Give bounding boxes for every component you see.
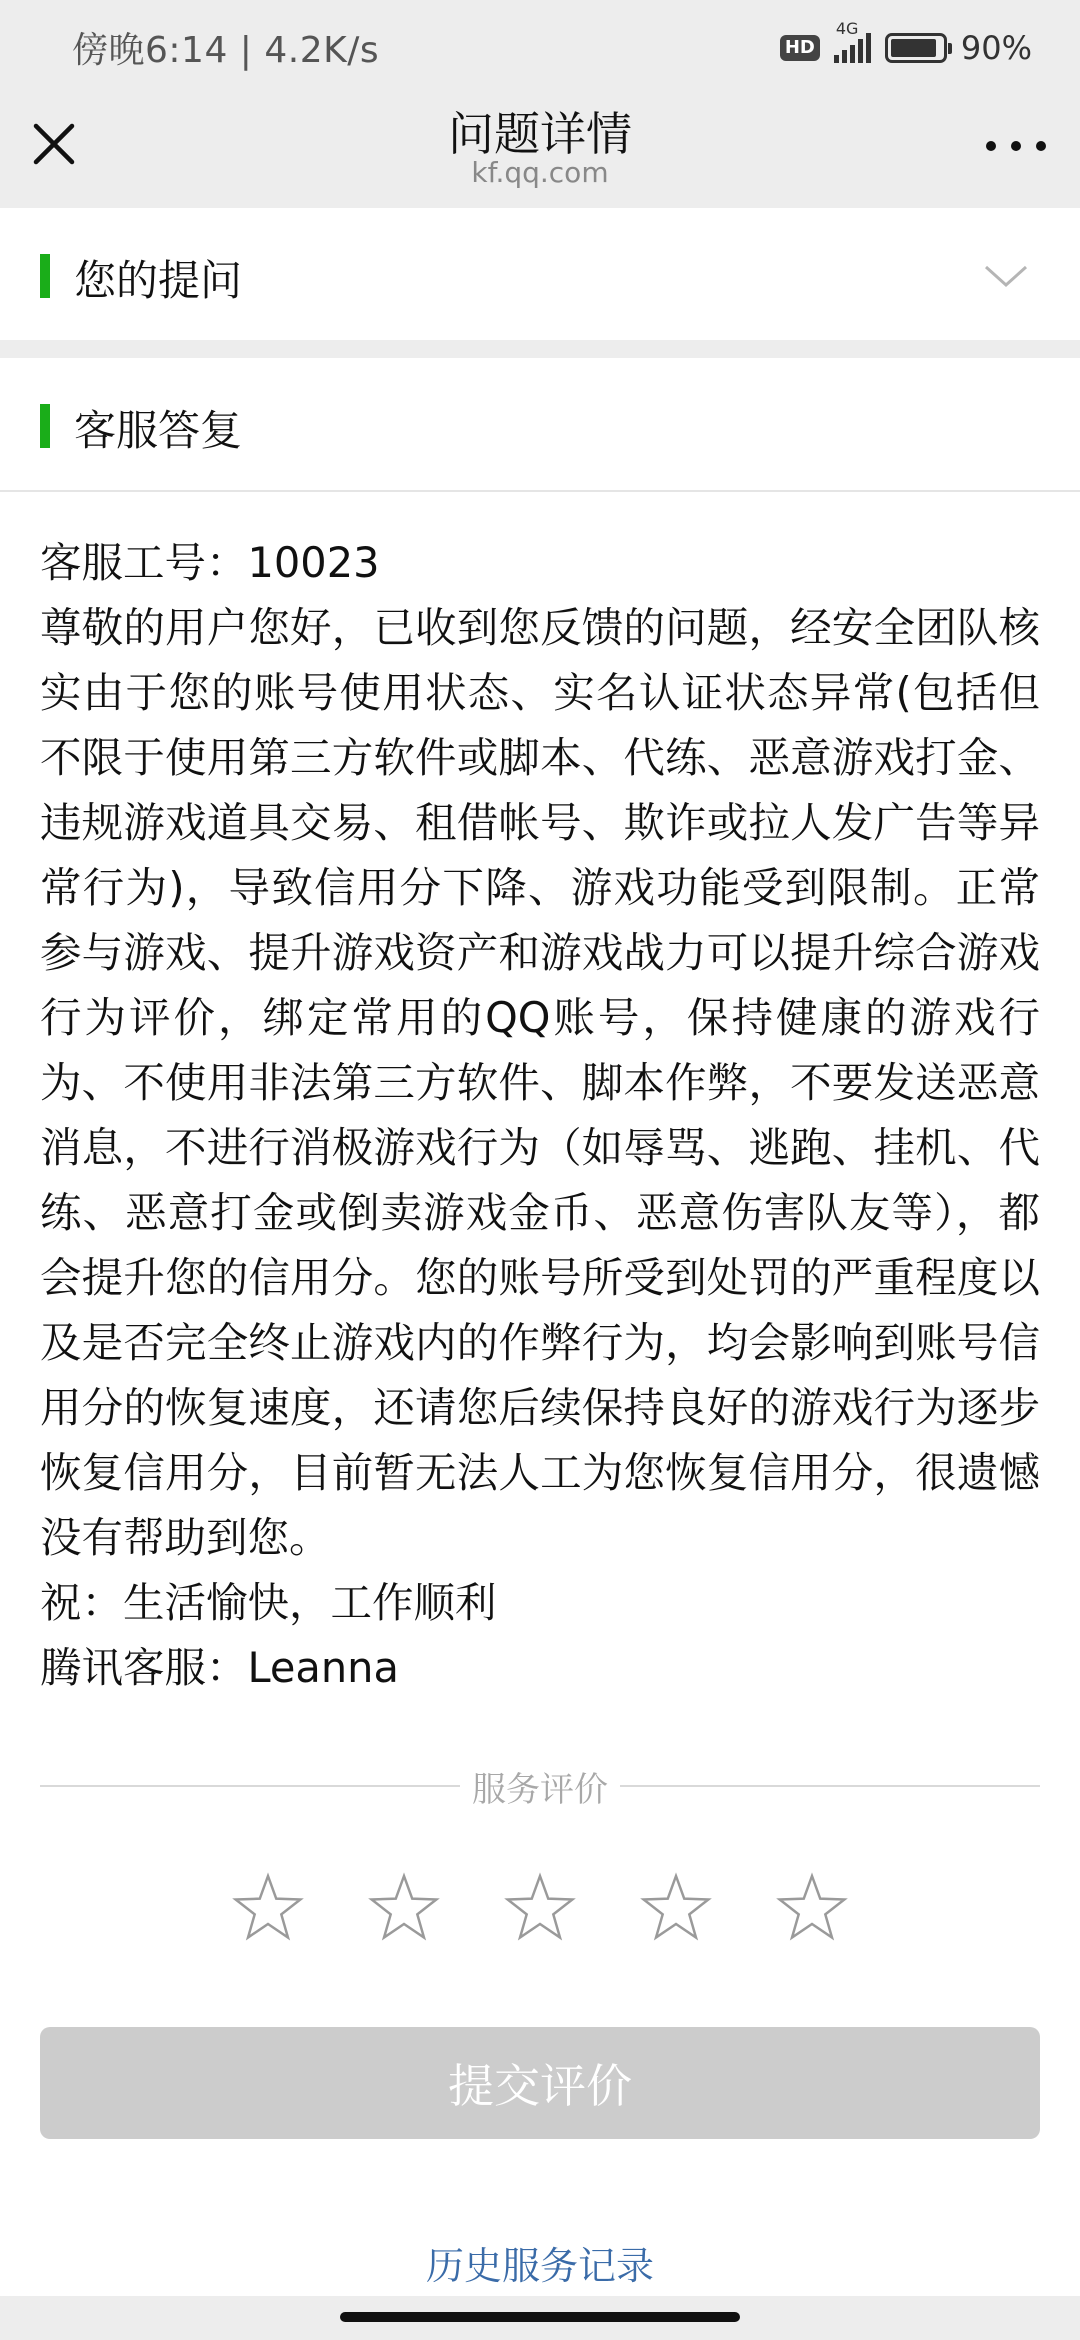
network-type: 4G: [835, 19, 859, 38]
battery-percent: 90%: [960, 29, 1032, 67]
nav-bar: [0, 96, 1080, 208]
home-indicator[interactable]: [340, 2312, 740, 2322]
star-icon[interactable]: [502, 1870, 578, 1946]
question-section-header[interactable]: [0, 208, 1080, 340]
status-bar: [0, 0, 1080, 96]
chevron-down-icon[interactable]: [984, 264, 1028, 288]
reply-signature: 腾讯客服：Leanna: [40, 1643, 399, 1692]
history-records-link[interactable]: 历史服务记录: [425, 2244, 654, 2288]
reply-section-label: 客服答复: [74, 406, 243, 455]
accent-bar: [40, 254, 50, 298]
question-section-label: 您的提问: [74, 256, 243, 305]
status-icons: [780, 19, 1032, 72]
battery-icon: [885, 33, 947, 63]
rating-label: 服务评价: [472, 1770, 608, 1810]
hd-icon: HD: [780, 35, 820, 61]
star-rating[interactable]: [230, 1870, 850, 1950]
star-icon[interactable]: [774, 1870, 850, 1946]
star-icon[interactable]: [638, 1870, 714, 1946]
accent-bar: [40, 404, 50, 448]
divider: [0, 490, 1080, 492]
reply-section-header: [0, 358, 1080, 490]
reply-content: [40, 530, 1040, 1700]
status-time-speed: 傍晚6:14 | 4.2K/s: [72, 30, 380, 71]
reply-message: 尊敬的用户您好，已收到您反馈的问题，经安全团队核实由于您的账号使用状态、实名认证状态异常(包括但不限于使用第三方软件或脚本、代练、恶意游戏打金、违规游戏道具交易、租借帐号、欺诈或拉人发广告等异常行为)，导致信用分下降、游戏功能受到限制。正常参与游戏、提升游戏资产和游戏战力可以提升综合游戏行为评价，绑定常用的QQ账号，保持健康的游戏行为、不使用非法第三方软件、脚本作弊，不要发送恶意消息，不进行消极游戏行为（如辱骂、逃跑、挂机、代练、恶意打金或倒卖游戏金币、恶意伤害队友等），都会提升您的信用分。您的账号所受到处罚的严重程度以及是否完全终止游戏内的作弊行为，均会影响到账号信用分的恢复速度，还请您后续保持良好的游戏行为逐步恢复信用分，目前暂无法人工为您恢复信用分，很遗憾没有帮助到您。: [40, 603, 1040, 1562]
more-icon[interactable]: [986, 136, 1046, 156]
section-gap: [0, 340, 1080, 358]
page-domain: kf.qq.com: [471, 156, 609, 189]
submit-rating-button[interactable]: 提交评价: [40, 2027, 1040, 2139]
reply-wishes: 祝：生活愉快，工作顺利: [40, 1578, 497, 1627]
star-icon[interactable]: [366, 1870, 442, 1946]
page-title: 问题详情: [448, 107, 632, 161]
star-icon[interactable]: [230, 1870, 306, 1946]
signal-icon: [834, 19, 871, 63]
agent-id: 客服工号：10023: [40, 538, 380, 587]
